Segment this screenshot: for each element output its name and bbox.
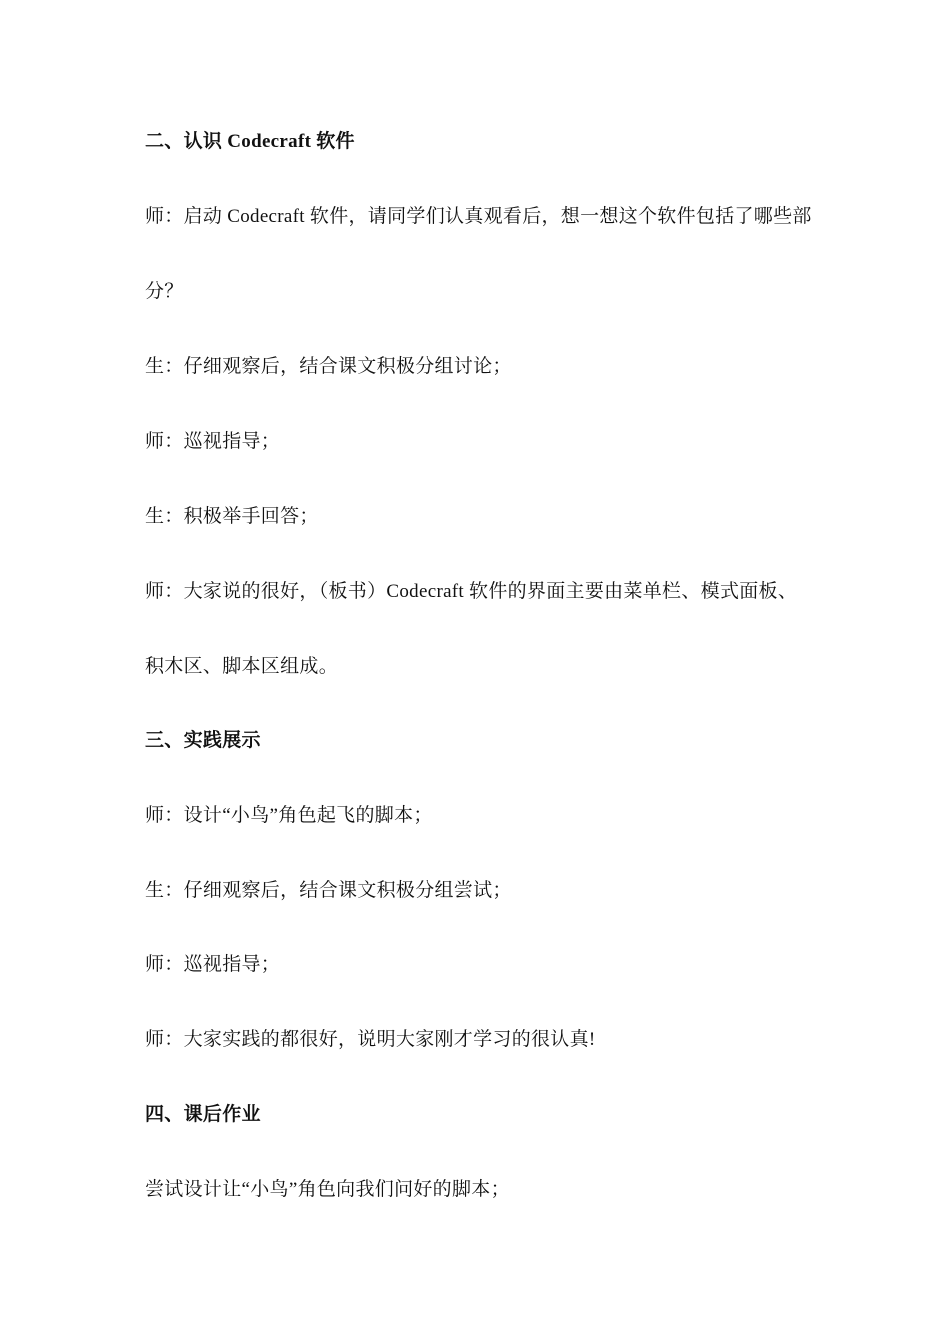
paragraph-line: 师：启动 Codecraft 软件，请同学们认真观看后，想一想这个软件包括了哪些部 bbox=[145, 206, 812, 227]
paragraph-line: 分？ bbox=[145, 281, 184, 302]
section-heading-practice: 三、实践展示 bbox=[145, 730, 261, 751]
paragraph-line: 生：仔细观察后，结合课文积极分组尝试； bbox=[145, 880, 512, 901]
paragraph-line: 师：巡视指导； bbox=[145, 431, 281, 452]
paragraph-line: 师：大家说的很好，（板书）Codecraft 软件的界面主要由菜单栏、模式面板、 bbox=[145, 581, 798, 602]
paragraph-line: 师：设计“小鸟”角色起飞的脚本； bbox=[145, 805, 433, 826]
paragraph-line: 尝试设计让“小鸟”角色向我们问好的脚本； bbox=[145, 1179, 510, 1200]
paragraph-line: 师：巡视指导； bbox=[145, 954, 281, 975]
paragraph-line: 师：大家实践的都很好，说明大家刚才学习的很认真! bbox=[145, 1029, 596, 1050]
paragraph-line: 生：积极举手回答； bbox=[145, 506, 319, 527]
paragraph-line: 积木区、脚本区组成。 bbox=[145, 656, 339, 677]
paragraph-line: 生：仔细观察后，结合课文积极分组讨论； bbox=[145, 356, 512, 377]
section-heading-homework: 四、课后作业 bbox=[145, 1104, 261, 1125]
section-heading-recognize-software: 二、认识 Codecraft 软件 bbox=[145, 131, 355, 152]
